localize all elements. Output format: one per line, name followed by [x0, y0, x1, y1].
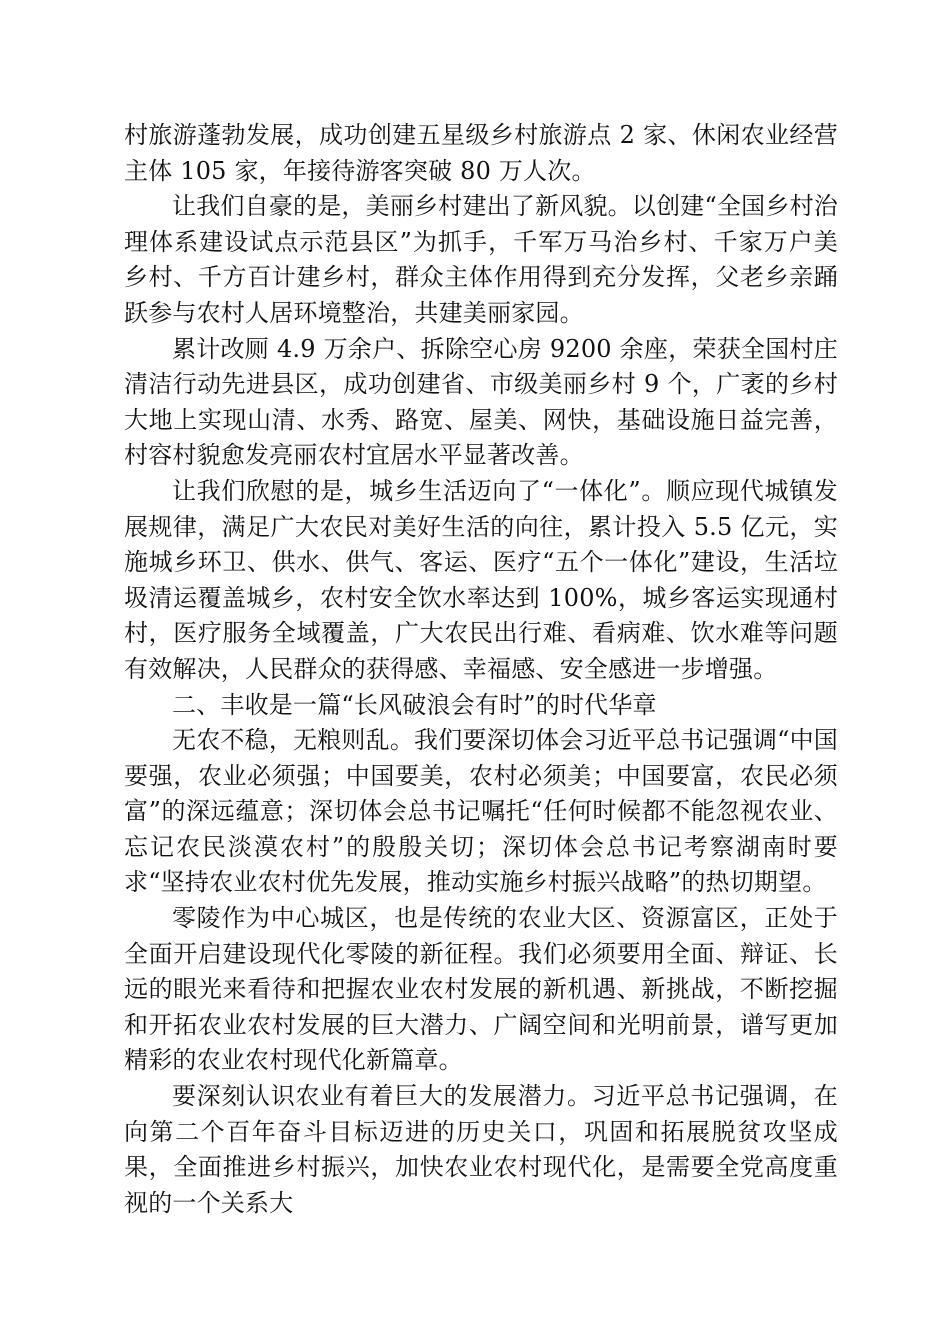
- paragraph-beautiful-village: 让我们自豪的是，美丽乡村建出了新风貌。以创建“全国乡村治理体系建设试点示范县区”为抓手，千军万马治乡村、千家万户美乡村、千方百计建乡村，群众主体作用得到充分发挥，父老乡亲踊跃参与农村人居环境整治，共建美丽家园。: [124, 192, 838, 327]
- document-body: [124, 118, 838, 1221]
- paragraph-toilet-renovation: 累计改厕 4.9 万余户、拆除空心房 9200 余座，荣获全国村庄清洁行动先进县区，成功创建省、市级美丽乡村 9 个，广袤的乡村大地上实现山清、水秀、路宽、屋美、网快，基础设施日益完善，村容村貌愈发亮丽农村宜居水平显著改善。: [124, 334, 838, 470]
- paragraph-urban-rural-integration: 让我们欣慰的是，城乡生活迈向了“一体化”。顺应现代城镇发展规律，满足广大农民对美好生活的向往，累计投入 5.5 亿元，实施城乡环卫、供水、供气、客运、医疗“五个一体化”建设，生活垃圾清运覆盖城乡，农村安全饮水率达到 100%，城乡客运实现通村村，医疗服务全域覆盖，广大农民出行难、看病难、饮水难等问题有效解决，人民群众的获得感、幸福感、安全感进一步增强。: [124, 476, 838, 683]
- paragraph-agriculture-potential: 要深刻认识农业有着巨大的发展潜力。习近平总书记强调，在向第二个百年奋斗目标迈进的历史关口，巩固和拓展脱贫攻坚成果，全面推进乡村振兴，加快农业农村现代化，是需要全党高度重视的一个关系大: [124, 1082, 838, 1217]
- paragraph-lingling-district: 零陵作为中心城区，也是传统的农业大区、资源富区，正处于全面开启建设现代化零陵的新征程。我们必须要用全面、辩证、长远的眼光来看待和把握农业农村发展的新机遇、新挑战，不断挖掘和开拓农业农村发展的巨大潜力、广阔空间和光明前景，谱写更加精彩的农业农村现代化新篇章。: [124, 904, 838, 1075]
- paragraph-rural-tourism: 村旅游蓬勃发展，成功创建五星级乡村旅游点 2 家、休闲农业经营主体 105 家，年接待游客突破 80 万人次。: [124, 121, 838, 185]
- paragraph-agriculture-stability: 无农不稳，无粮则乱。我们要深切体会习近平总书记强调“中国要强，农业必须强；中国要美，农村必须美；中国要富，农民必须富”的深远蕴意；深切体会总书记嘱托“任何时候都不能忽视农业、忘记农民淡漠农村”的殷殷关切；深切体会总书记考察湖南时要求“坚持农业农村优先发展，推动实施乡村振兴战略”的热切期望。: [124, 726, 838, 897]
- section-heading-harvest: 二、丰收是一篇“长风破浪会有时”的时代华章: [172, 690, 657, 719]
